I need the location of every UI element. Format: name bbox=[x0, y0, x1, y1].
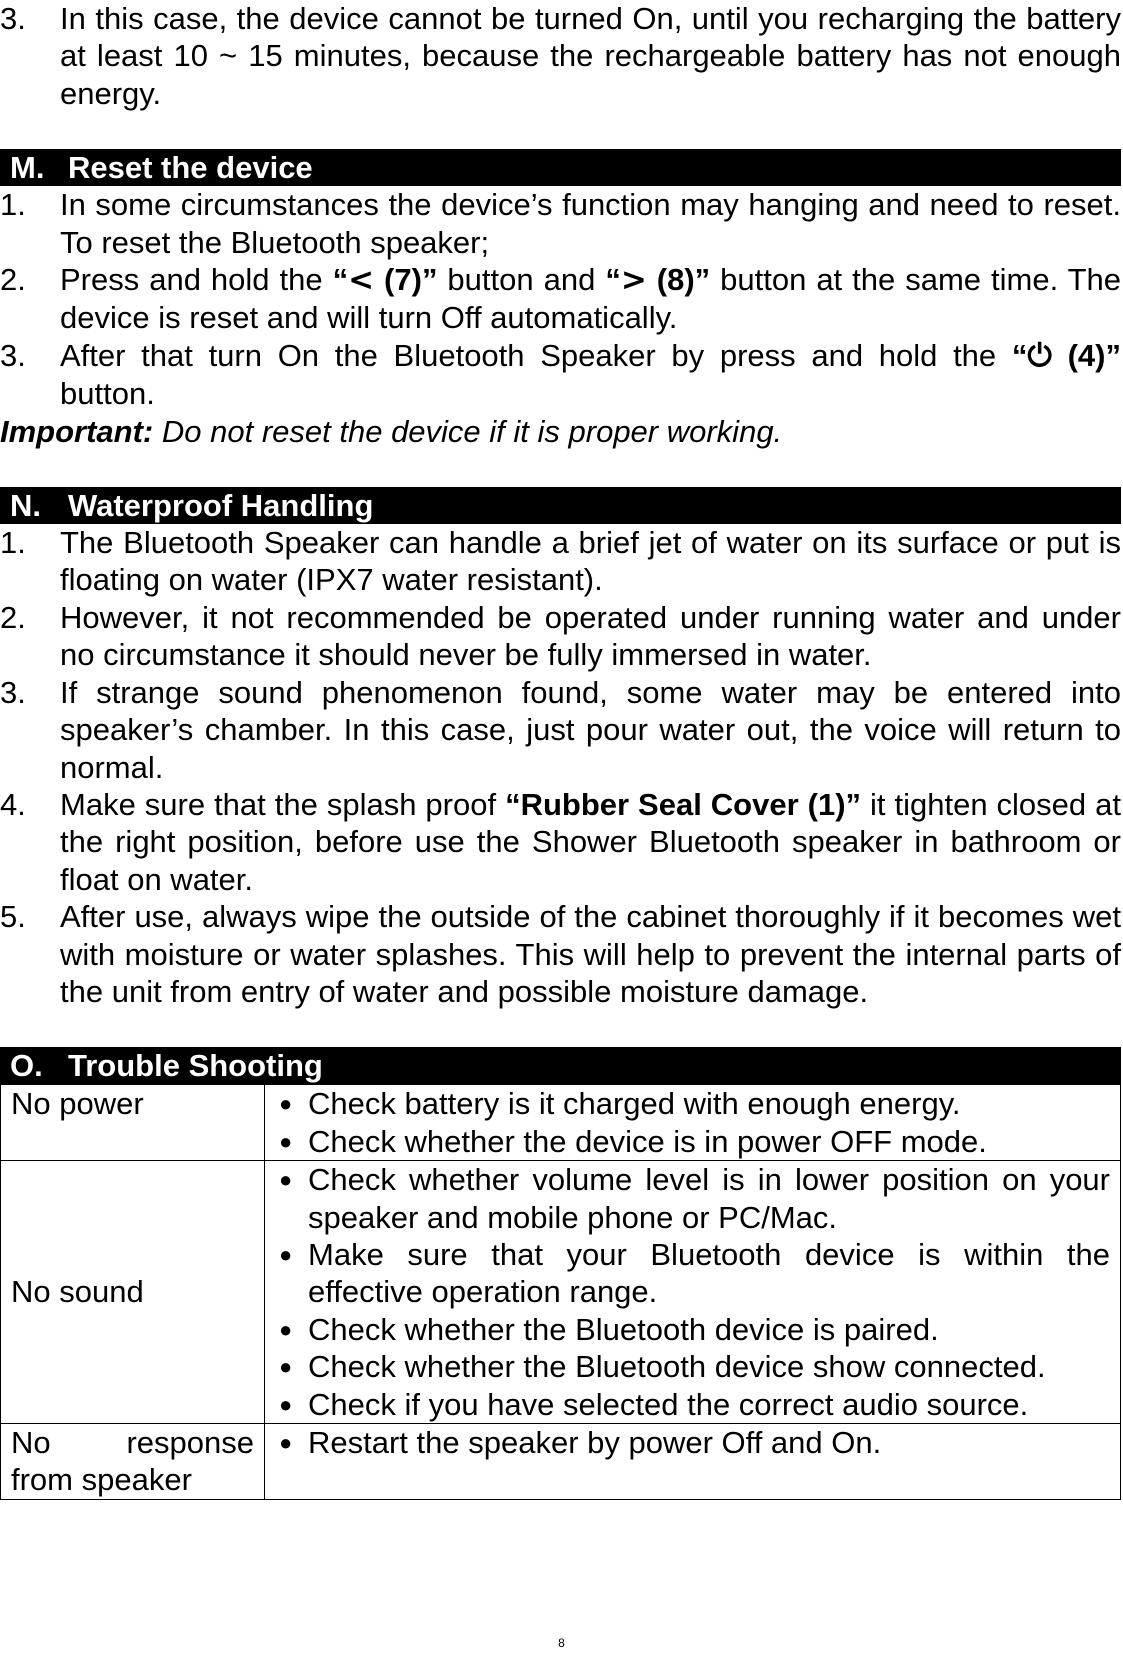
intro-list bbox=[0, 0, 1121, 112]
section-heading-reset bbox=[0, 149, 1121, 186]
section-title: Reset the device bbox=[68, 150, 313, 186]
important-note bbox=[0, 413, 1123, 450]
item-text: After use, always wipe the outside of the cabinet thoroughly if it becomes wet with moisture or water splashes. This will help to prevent the internal parts of the unit from entry of water and possible moisture damage. bbox=[60, 899, 1121, 1009]
item-number: 5. bbox=[0, 899, 26, 935]
item-text: However, it not recommended be operated under running water and under no circumstance it should never be fully immersed in water. bbox=[60, 599, 1121, 673]
item-text-mid: button and bbox=[437, 262, 606, 298]
reset-steps-list bbox=[0, 186, 1121, 412]
item-number: 3. bbox=[0, 337, 26, 373]
check-item: ● Check whether the Bluetooth device show connected. bbox=[279, 1349, 1046, 1385]
list-item bbox=[0, 261, 1121, 337]
solution-cell bbox=[265, 1085, 1121, 1161]
problem-cell: No power bbox=[1, 1085, 265, 1161]
section-letter: M. bbox=[10, 150, 45, 186]
item-text-post: it tighten closed at the right position, before use the Shower Bluetooth speaker in bathroom or float on water. bbox=[60, 786, 1121, 897]
problem-cell: No sound bbox=[1, 1161, 265, 1424]
item-text-post: button at the same time. The device is reset and will turn Off automatically. bbox=[60, 262, 1122, 336]
power-icon: ⏻ bbox=[1027, 337, 1052, 374]
check-list bbox=[275, 1161, 1110, 1423]
section-heading-waterproof bbox=[0, 487, 1121, 524]
bullet-icon: ● bbox=[279, 1128, 293, 1154]
check-item: ● Make sure that your Bluetooth device is within the effective operation range. bbox=[279, 1236, 1110, 1310]
check-item: ● Check battery is it charged with enough energy. bbox=[279, 1086, 961, 1122]
item-number: 1. bbox=[0, 525, 26, 561]
check-item: ● Check whether volume level is in lower position on your speaker and mobile phone or PC/Mac. bbox=[279, 1162, 1110, 1235]
important-label: Important: bbox=[0, 413, 154, 449]
item-text-pre: Make sure that the splash proof bbox=[60, 786, 506, 822]
section-title: Waterproof Handling bbox=[68, 488, 374, 524]
check-item: ● Check whether the Bluetooth device is paired. bbox=[279, 1311, 939, 1347]
bullet-icon: ● bbox=[279, 1091, 293, 1117]
power-button-ref: “⏻ (4)” bbox=[1011, 337, 1121, 374]
list-item bbox=[0, 0, 1121, 112]
list-item bbox=[0, 599, 1121, 674]
previous-button-ref: “< (7)” bbox=[332, 262, 438, 299]
item-number: 3. bbox=[0, 674, 26, 710]
item-text: The Bluetooth Speaker can handle a brief jet of water on its surface or put is floating on water (IPX7 water resistant). bbox=[60, 525, 1121, 598]
item-text: In this case, the device cannot be turned On, until you recharging the battery at least 10 ~ 15 minutes, because the rechargeable battery has not enough energy. bbox=[60, 1, 1121, 111]
list-item bbox=[0, 674, 1121, 786]
chevron-left-icon: < bbox=[348, 262, 375, 299]
list-item bbox=[0, 898, 1121, 1010]
important-text: Do not reset the device if it is proper working. bbox=[153, 413, 783, 449]
item-text-post: button. bbox=[60, 376, 155, 412]
item-text-pre: After that turn On the Bluetooth Speaker by press and hold the bbox=[60, 337, 1012, 373]
troubleshooting-table bbox=[0, 1084, 1121, 1499]
item-number: 2. bbox=[0, 262, 26, 298]
list-item bbox=[0, 186, 1121, 261]
bullet-icon: ● bbox=[279, 1430, 293, 1455]
item-number: 3. bbox=[0, 1, 26, 36]
chevron-right-icon: > bbox=[620, 262, 647, 299]
item-number: 4. bbox=[0, 786, 26, 822]
item-number: 2. bbox=[0, 599, 26, 635]
section-title: Trouble Shooting bbox=[68, 1048, 323, 1084]
table-row bbox=[1, 1424, 1121, 1500]
section-letter: O. bbox=[10, 1048, 43, 1084]
item-text-pre: Press and hold the bbox=[60, 262, 333, 298]
check-item: ● Restart the speaker by power Off and On. bbox=[279, 1425, 882, 1460]
page-number: 8 bbox=[558, 1636, 565, 1650]
list-item bbox=[0, 524, 1121, 599]
table-row bbox=[1, 1085, 1121, 1161]
check-list bbox=[275, 1085, 1110, 1160]
solution-cell bbox=[265, 1424, 1121, 1500]
list-item bbox=[0, 786, 1121, 898]
waterproof-list bbox=[0, 524, 1121, 1010]
bullet-icon: ● bbox=[279, 1354, 293, 1380]
item-text: If strange sound phenomenon found, some water may be entered into speaker’s chamber. In this case, just pour water out, the voice will return to normal. bbox=[60, 674, 1121, 785]
bullet-icon: ● bbox=[279, 1241, 293, 1267]
next-button-ref: “> (8)” bbox=[605, 262, 711, 299]
bullet-icon: ● bbox=[279, 1391, 293, 1417]
bullet-icon: ● bbox=[279, 1316, 293, 1342]
check-list bbox=[275, 1424, 1110, 1461]
item-text: In some circumstances the device’s function may hanging and need to reset. To reset the Bluetooth speaker; bbox=[60, 187, 1121, 260]
rubber-seal-cover-ref: “Rubber Seal Cover (1)” bbox=[505, 786, 862, 822]
check-item: ● Check if you have selected the correct audio source. bbox=[279, 1386, 1029, 1422]
section-letter: N. bbox=[10, 488, 41, 524]
list-item bbox=[0, 337, 1121, 413]
solution-cell bbox=[265, 1161, 1121, 1424]
check-item: ● Check whether the device is in power OFF mode. bbox=[279, 1123, 987, 1159]
table-row bbox=[1, 1161, 1121, 1424]
item-number: 1. bbox=[0, 187, 26, 223]
section-heading-troubleshooting bbox=[0, 1047, 1121, 1084]
bullet-icon: ● bbox=[279, 1167, 293, 1193]
problem-cell: No response from speaker bbox=[1, 1424, 265, 1500]
